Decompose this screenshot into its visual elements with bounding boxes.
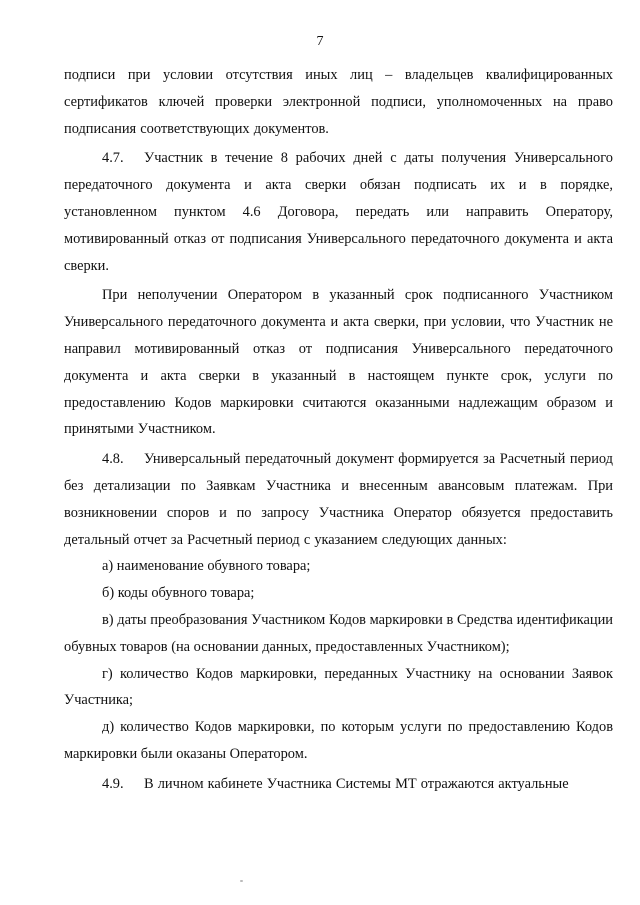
clause-text: Универсальный передаточный документ формируется за Расчетный период без детализации по Заявкам Участника и внесенным авансовым платежам. При возникновении споров и по запросу Участника Оператор обязуется предоставить детальный отчет за Расчетный период с указанием следующих данных: [64, 451, 613, 548]
clause-4-9 [64, 771, 613, 798]
clause-number: 4.7. [102, 150, 124, 167]
list-item: г) количество Кодов маркировки, переданных Участнику на основании Заявок Участника; [64, 665, 613, 709]
list-item: б) коды обувного товара; [102, 585, 255, 602]
clause-number: 4.9. [102, 775, 124, 792]
clause-text: Участник в течение 8 рабочих дней с даты получения Универсального передаточного документа и акта сверки обязан подписать их и в порядке, установленном пунктом 4.6 Договора, передать или направить Оператору, мотивированный отказ от подписания Универсального передаточного документа и акта сверки. [64, 150, 613, 274]
clause-number: 4.8. [102, 451, 124, 468]
list-item: в) даты преобразования Участником Кодов маркировки в Средства идентификации обувных товаров (на основании данных, предоставленных Участником); [64, 611, 613, 655]
page-number: 7 [316, 34, 324, 49]
clause-4-8 [64, 446, 613, 553]
clause-text: В личном кабинете Участника Системы МТ отражаются актуальные [144, 775, 569, 792]
list-item: д) количество Кодов маркировки, по которым услуги по предоставлению Кодов маркировки были оказаны Оператором. [64, 719, 613, 762]
paragraph-continuation: подписи при условии отсутствия иных лиц – владельцев квалифицированных сертификатов ключей проверки электронной подписи, уполномоченных на право подписания соответствующих документов. [64, 67, 613, 137]
document-body [64, 62, 613, 798]
scan-speck [240, 880, 243, 882]
clause-4-7-continuation: При неполучении Оператором в указанный срок подписанного Участником Универсального передаточного документа и акта сверки, при условии, что Участник не направил мотивированный отказ от подписания Универсального передаточного документа и акта сверки в указанный в настоящем пункте срок, услуги по предоставлению Кодов маркировки считаются оказанными надлежащим образом и принятыми Участником. [64, 287, 613, 438]
clause-4-7 [64, 145, 613, 279]
list-item: а) наименование обувного товара; [102, 558, 311, 575]
